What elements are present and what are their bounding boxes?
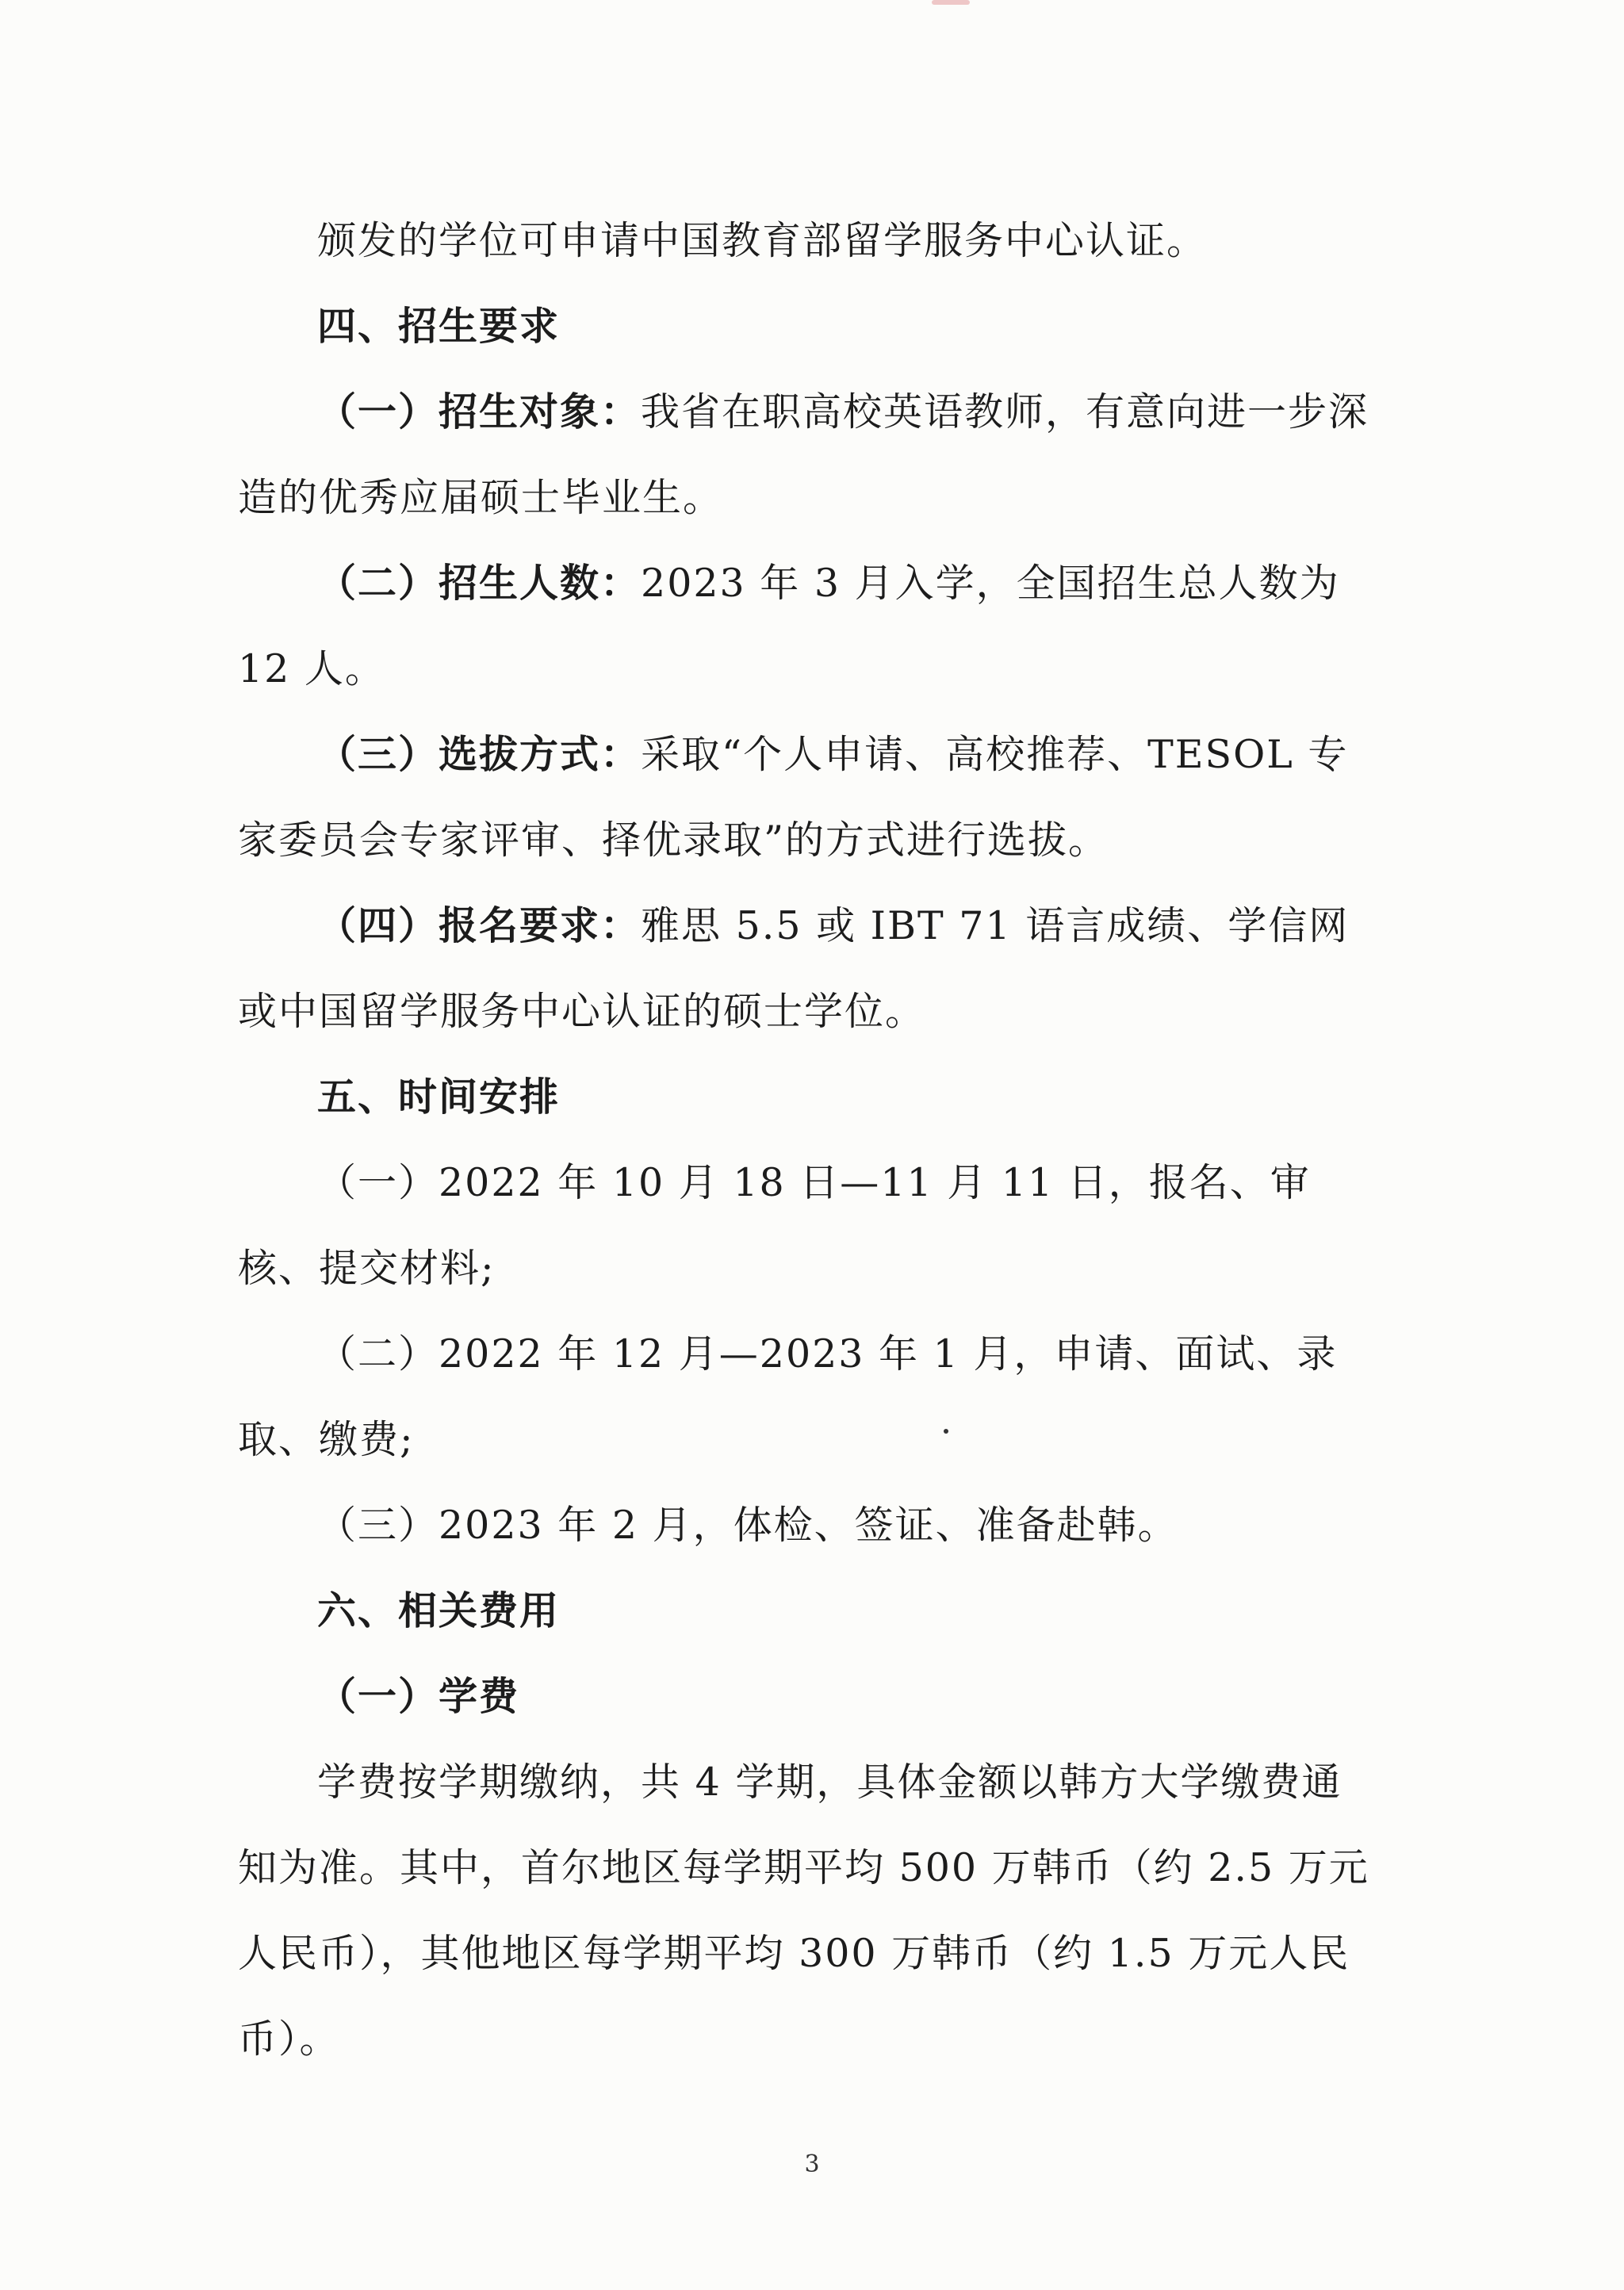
paragraph-lead: （三）选拔方式： bbox=[317, 732, 642, 777]
scan-speck bbox=[944, 1429, 948, 1434]
paragraph-text: 采取“个人申请、高校推荐、TESOL 专家委员会专家评审、择优录取”的方式进行选拔。 bbox=[238, 732, 1349, 863]
paragraph-lead: （二）招生人数： bbox=[317, 561, 642, 606]
schedule-item-2: （二）2022 年 12 月—2023 年 1 月，申请、面试、录取、缴费; bbox=[238, 1331, 1338, 1462]
paragraph-enrollment-target bbox=[238, 370, 1380, 541]
section-heading-fees: 六、相关费用 bbox=[317, 1588, 561, 1633]
subheading-tuition: （一）学费 bbox=[317, 1674, 520, 1719]
paragraph-text: 雅思 5.5 或 IBT 71 语言成绩、学信网或中国留学服务中心认证的硕士学位。 bbox=[238, 903, 1350, 1034]
paragraph-text: 2023 年 3 月入学，全国招生总人数为 12 人。 bbox=[238, 561, 1340, 691]
schedule-item-3: （三）2023 年 2 月，体检、签证、准备赴韩。 bbox=[317, 1503, 1178, 1548]
section-heading-enrollment-requirements: 四、招生要求 bbox=[317, 304, 561, 349]
paragraph-text: 我省在职高校英语教师，有意向进一步深造的优秀应届硕士毕业生。 bbox=[238, 389, 1369, 520]
paragraph-application-requirements bbox=[238, 883, 1380, 1055]
page-number: 3 bbox=[804, 2150, 820, 2178]
paragraph-continuation: 颁发的学位可申请中国教育部留学服务中心认证。 bbox=[317, 218, 1208, 263]
paragraph-enrollment-count bbox=[238, 541, 1380, 712]
paragraph-selection-method bbox=[238, 712, 1380, 883]
scan-edge-mark bbox=[932, 0, 970, 5]
paragraph-lead: （四）报名要求： bbox=[317, 903, 642, 948]
document-body bbox=[238, 198, 1380, 2082]
section-heading-schedule: 五、时间安排 bbox=[317, 1074, 561, 1120]
schedule-item-1: （一）2022 年 10 月 18 日—11 月 11 日，报名、审核、提交材料; bbox=[238, 1160, 1311, 1291]
paragraph-tuition-details: 学费按学期缴纳，共 4 学期，具体金额以韩方大学缴费通知为准。其中，首尔地区每学期平均 500 万韩币（约 2.5 万元人民币），其他地区每学期平均 300 万韩币（约 1.5 万元人民币）。 bbox=[238, 1760, 1369, 2062]
paragraph-lead: （一）招生对象： bbox=[317, 389, 642, 435]
